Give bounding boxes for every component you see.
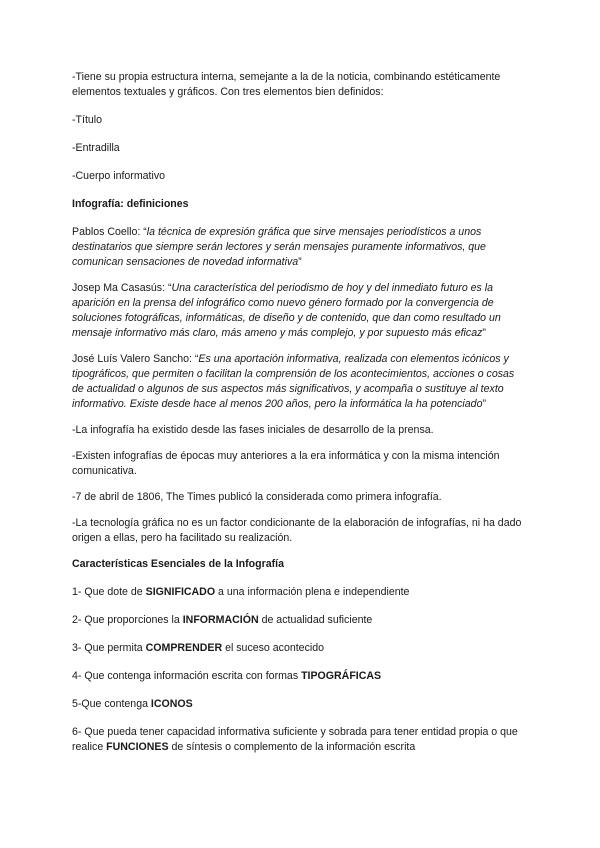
definition-close: ”	[298, 256, 302, 268]
characteristic-item: 3- Que permita COMPRENDER el suceso acontecido	[72, 642, 325, 654]
definition-josep-casasus	[72, 281, 524, 341]
fact-paragraph: -La tecnología gráfica no es un factor condicionante de la elaboración de infografías, ni ha dado origen a ellas, pero ha facilitado su realización.	[72, 517, 522, 544]
intro-item-cuerpo: -Cuerpo informativo	[72, 170, 166, 182]
definition-quote: Una característica del periodismo de hoy y del inmediato futuro es la aparición en la prensa del infográfico como nuevo género formado por la convergencia de soluciones fotográficas, informáticas, de diseño y de contenido, que dan como resultado un mensaje informativo más claro, más ameno y más complejo, y por supuesto más eficaz	[72, 282, 501, 339]
definition-close: ”	[482, 398, 486, 410]
characteristic-item: 2- Que proporciones la INFORMACIÓN de actualidad suficiente	[72, 614, 373, 626]
intro-item-titulo: -Título	[72, 114, 103, 126]
characteristic-item: 1- Que dote de SIGNIFICADO a una información plena e independiente	[72, 586, 410, 598]
definition-author: Josep Ma Casasús: “	[72, 282, 172, 294]
characteristic-item: 5-Que contenga ICONOS	[72, 698, 193, 710]
characteristics-heading: Características Esenciales de la Infografía	[72, 558, 284, 570]
definition-close: ”	[482, 327, 486, 339]
fact-paragraph: -Existen infografías de épocas muy anteriores a la era informática y con la misma intención comunicativa.	[72, 450, 500, 477]
definition-pablos-coello	[72, 225, 524, 270]
characteristic-item: 4- Que contenga información escrita con formas TIPOGRÁFICAS	[72, 670, 382, 682]
definition-author: Pablos Coello: “	[72, 226, 147, 238]
definition-quote: Es una aportación informativa, realizada con elementos icónicos y tipográficos, que permiten o facilitan la comprensión de los acontecimientos, acciones o cosas de actualidad o algunos de sus aspectos más significativos, y acompaña o sustituye al texto informativo. Existe desde hace al menos 200 años, pero la informática la ha potenciado	[72, 353, 515, 410]
intro-paragraph: -Tiene su propia estructura interna, semejante a la de la noticia, combinando estéticamente elementos textuales y gráficos. Con tres elementos bien definidos:	[72, 71, 501, 98]
definition-quote: la técnica de expresión gráfica que sirve mensajes periodísticos a unos destinatarios que siempre serán lectores y serán mensajes puramente informativos, que comunican sensaciones de novedad informativa	[72, 226, 486, 268]
definitions-heading: Infografía: definiciones	[72, 198, 189, 210]
characteristic-item: 6- Que pueda tener capacidad informativa suficiente y sobrada para tener entidad propia o que realice FUNCIONES de síntesis o complemento de la información escrita	[72, 726, 518, 753]
definition-author: José Luís Valero Sancho: “	[72, 353, 199, 365]
fact-paragraph: -La infografía ha existido desde las fases iniciales de desarrollo de la prensa.	[72, 424, 434, 436]
fact-paragraph: -7 de abril de 1806, The Times publicó la considerada como primera infografía.	[72, 491, 442, 503]
intro-item-entradilla: -Entradilla	[72, 142, 120, 154]
document-page	[72, 70, 524, 768]
definition-valero-sancho	[72, 352, 524, 412]
